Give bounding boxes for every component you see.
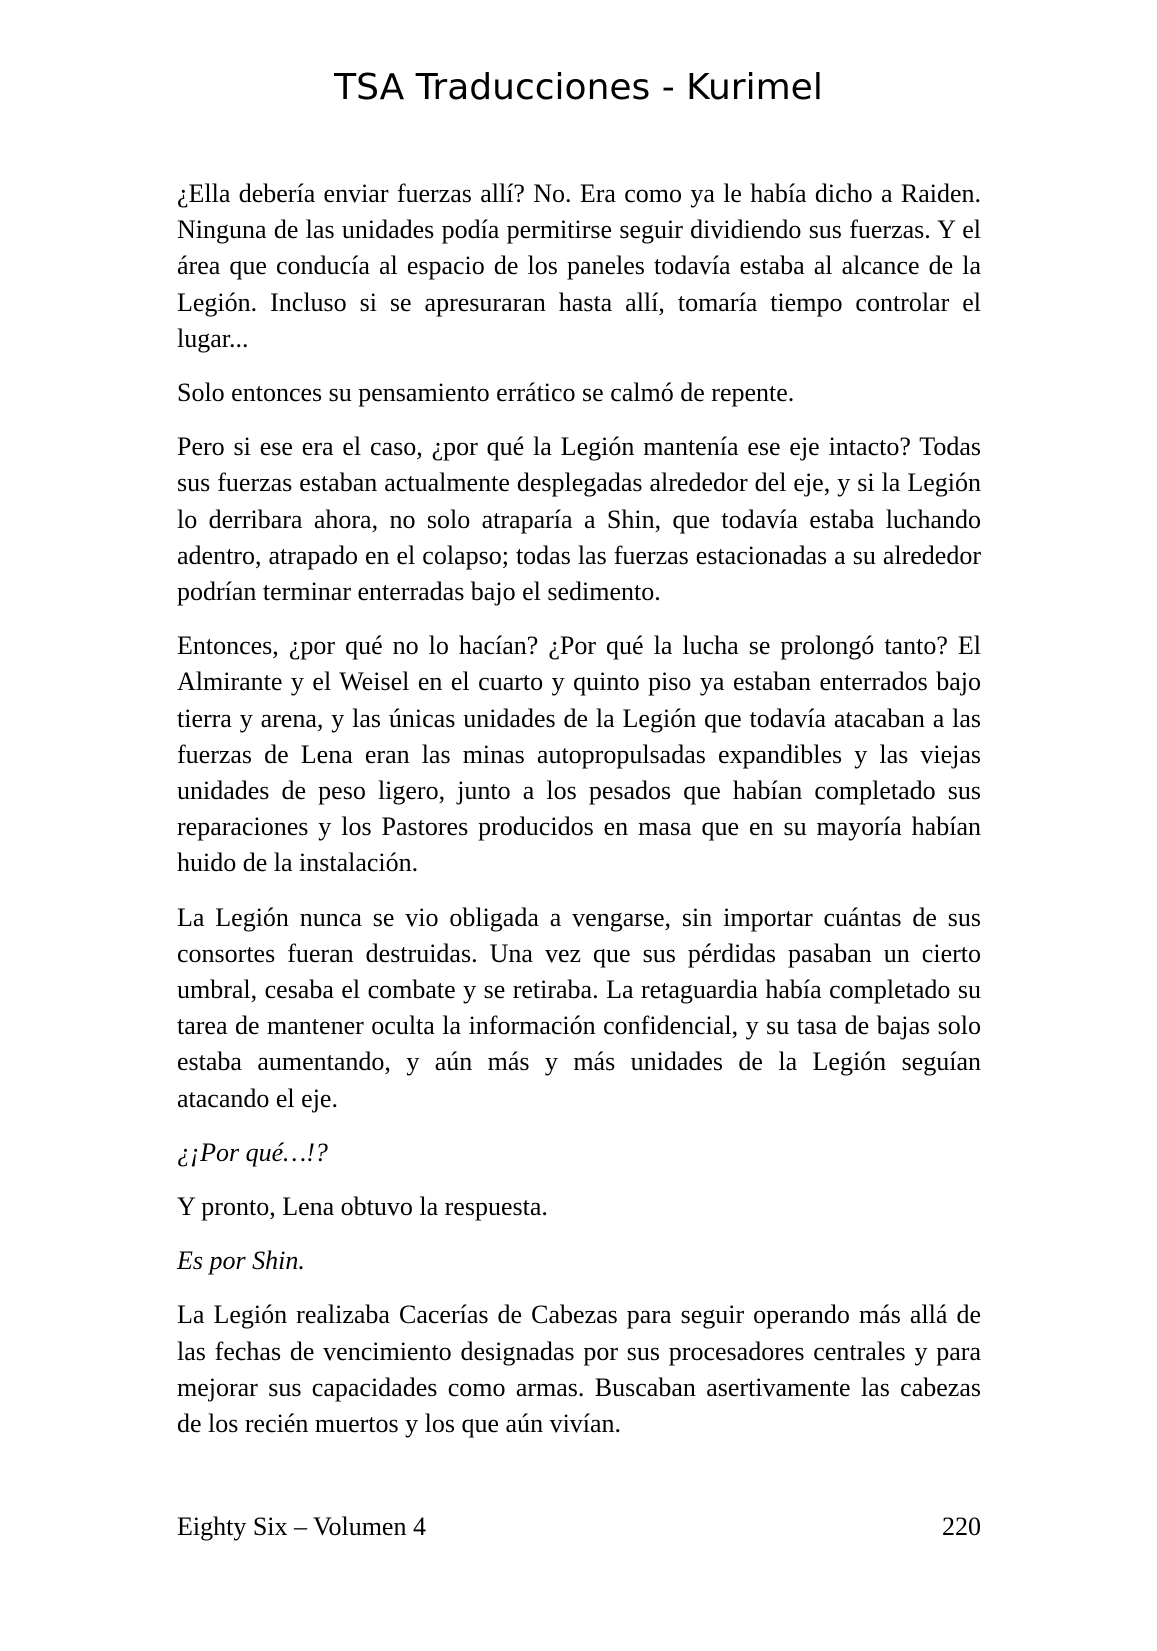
footer-book-title: Eighty Six – Volumen 4: [177, 1512, 426, 1541]
page-number: 220: [942, 1512, 981, 1541]
paragraph: Pero si ese era el caso, ¿por qué la Legión mantenía ese eje intacto? Todas sus fuerzas estaban actualmente desplegadas alrededor del eje, y si la Legión lo derribara ahora, no solo atraparía a Shin, que todavía estaba luchando adentro, atrapado en el colapso; todas las fuerzas estacionadas a su alrededor podrían terminar enterradas bajo el sedimento.: [177, 432, 981, 607]
page-footer: [177, 1510, 981, 1544]
italic-thought: Es por Shin.: [177, 1246, 305, 1276]
paragraph: Solo entonces su pensamiento errático se calmó de repente.: [177, 378, 795, 408]
paragraph: La Legión realizaba Cacerías de Cabezas para seguir operando más allá de las fechas de vencimiento designadas por sus procesadores centrales y para mejorar sus capacidades como armas. Buscaban asertivamente las cabezas de los recién muertos y los que aún vivían.: [177, 1300, 981, 1439]
italic-thought: ¿¡Por qué…!?: [177, 1137, 328, 1167]
paragraph: Entonces, ¿por qué no lo hacían? ¿Por qué la lucha se prolongó tanto? El Almirante y el Weisel en el cuarto y quinto piso ya estaban enterrados bajo tierra y arena, y las únicas unidades de la Legión que todavía atacaban a las fuerzas de Lena eran las minas autopropulsadas expandibles y las viejas unidades de peso ligero, junto a los pesados que habían completado sus reparaciones y los Pastores producidos en masa que en su mayoría habían huido de la instalación.: [177, 631, 981, 878]
paragraph: Y pronto, Lena obtuvo la respuesta.: [177, 1192, 548, 1222]
paragraph: La Legión nunca se vio obligada a vengarse, sin importar cuántas de sus consortes fueran destruidas. Una vez que sus pérdidas pasaban un cierto umbral, cesaba el combate y se retiraba. La retaguardia había completado su tarea de mantener oculta la información confidencial, y su tasa de bajas solo estaba aumentando, y aún más y más unidades de la Legión seguían atacando el eje.: [177, 902, 981, 1113]
page-header: TSA Traducciones - Kurimel: [334, 67, 823, 108]
paragraph: ¿Ella debería enviar fuerzas allí? No. Era como ya le había dicho a Raiden. Ninguna de las unidades podía permitirse seguir dividiendo sus fuerzas. Y el área que conducía al espacio de los paneles todavía estaba al alcance de la Legión. Incluso si se apresuraran hasta allí, tomaría tiempo controlar el lugar...: [177, 179, 981, 353]
body-text: [177, 176, 981, 1460]
